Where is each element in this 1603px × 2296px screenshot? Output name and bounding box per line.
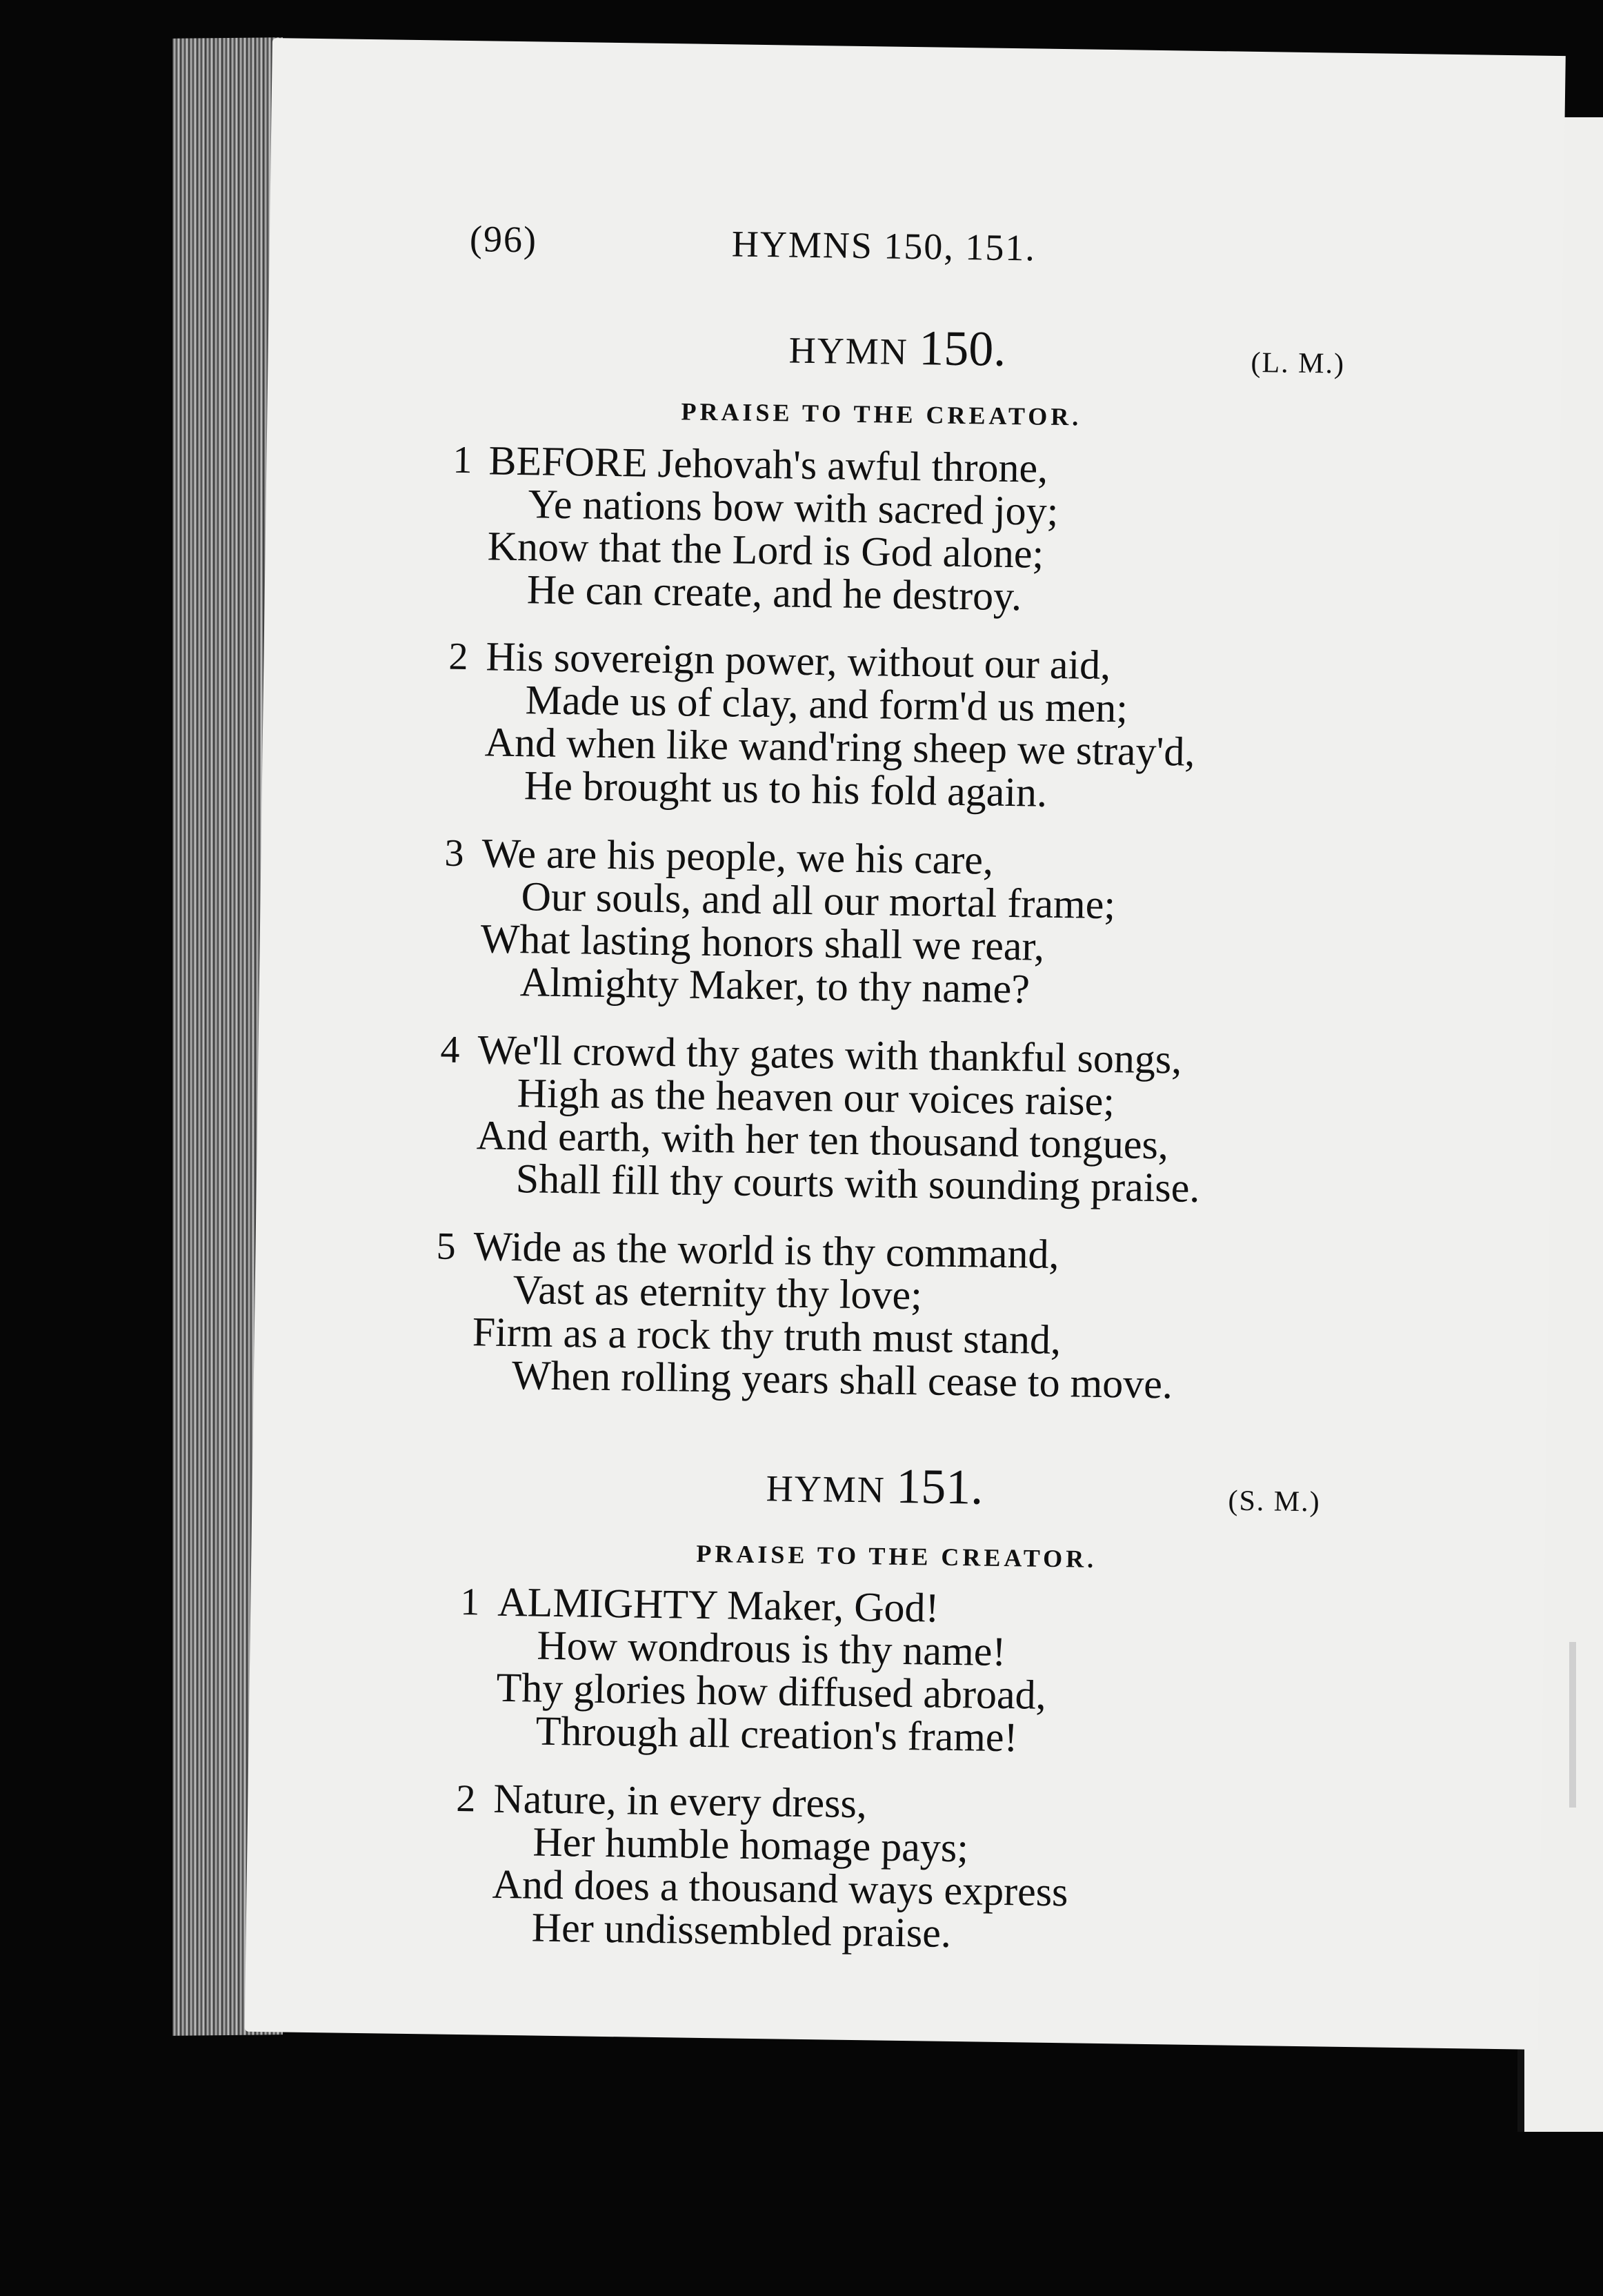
verse-line: He brought us to his fold again.: [524, 762, 1048, 815]
facing-page-mark: [1569, 1642, 1576, 1808]
stanza-number: 5: [436, 1225, 456, 1268]
verse-line: BEFORE Jehovah's awful throne,: [488, 437, 1048, 491]
verse-line: High as the heaven our voices raise;: [517, 1070, 1115, 1125]
verse-line: Her humble homage pays;: [532, 1819, 969, 1871]
verse-line: We'll crowd thy gates with thankful songs,: [477, 1027, 1182, 1082]
verse-line: He can create, and he destroy.: [526, 566, 1022, 620]
hymn-number: 150.: [918, 320, 1006, 377]
hymn-title-label: HYMN: [788, 329, 909, 373]
stanza-number: 1: [459, 1581, 480, 1624]
verse-line: And does a thousand ways express: [492, 1861, 1068, 1915]
stanza-number: 3: [444, 831, 464, 875]
verse-line: Wide as the world is thy command,: [473, 1223, 1060, 1278]
verse-line: ALMIGHTY Maker, God!: [497, 1578, 940, 1631]
stanza-number: 1: [452, 438, 472, 482]
hymn-title: [788, 320, 1006, 377]
hymn-subtitle: PRAISE TO THE CREATOR.: [696, 1539, 1097, 1573]
verse-line: Through all creation's frame!: [535, 1708, 1019, 1761]
verse-line: Ye nations bow with sacred joy;: [528, 481, 1059, 534]
verse-line: Know that the Lord is God alone;: [487, 523, 1044, 577]
verse-line: Shall fill thy courts with sounding praise.: [515, 1156, 1200, 1211]
verse-line: Almighty Maker, to thy name?: [519, 959, 1030, 1012]
verse-line: Firm as a rock thy truth must stand,: [472, 1309, 1062, 1363]
stanza-number: 4: [440, 1028, 460, 1071]
book-page: [245, 38, 1566, 2050]
hymn-subtitle: PRAISE TO THE CREATOR.: [681, 397, 1082, 431]
verse-line: And earth, with her ten thousand tongues,: [476, 1112, 1169, 1168]
hymn-meter: (L. M.): [1251, 346, 1346, 380]
stanza-number: 2: [455, 1777, 476, 1821]
page-number: (96): [469, 218, 538, 261]
verse-line: How wondrous is thy name!: [537, 1622, 1006, 1675]
verse-line: Thy glories how diffused abroad,: [496, 1664, 1047, 1718]
verse-line: We are his people, we his care,: [481, 830, 994, 883]
hymn-number: 151.: [895, 1458, 984, 1515]
verse-line: Vast as eternity thy love;: [512, 1267, 923, 1318]
hymn-title: [766, 1458, 984, 1515]
verse-line: What lasting honors shall we rear,: [480, 916, 1045, 969]
stanza-number: 2: [448, 635, 468, 679]
verse-line: Our souls, and all our mortal frame;: [521, 873, 1116, 928]
running-title: HYMNS 150, 151.: [731, 223, 1037, 269]
verse-line: When rolling years shall cease to move.: [511, 1352, 1173, 1407]
hymn-meter: (S. M.): [1228, 1485, 1322, 1518]
hymn-title-label: HYMN: [766, 1467, 886, 1511]
verse-line: Nature, in every dress,: [492, 1775, 868, 1827]
verse-line: Made us of clay, and form'd us men;: [525, 677, 1128, 731]
verse-line: And when like wand'ring sheep we stray'd,: [484, 719, 1195, 775]
verse-line: Her undissembled praise.: [531, 1904, 952, 1957]
verse-line: His sovereign power, without our aid,: [486, 633, 1111, 689]
